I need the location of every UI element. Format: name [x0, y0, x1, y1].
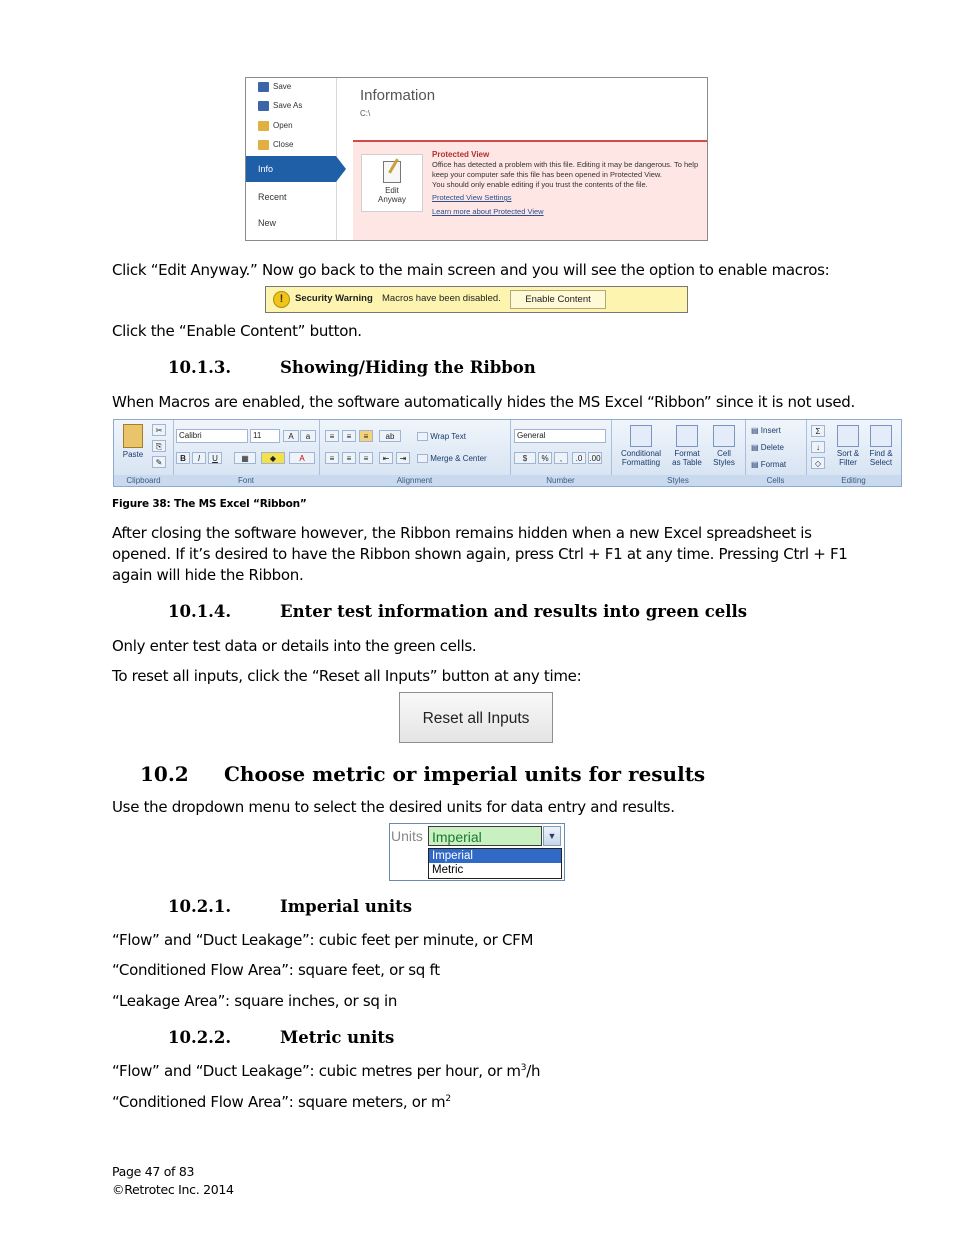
- align-center-icon[interactable]: ≡: [342, 452, 356, 464]
- menu-new[interactable]: New: [258, 218, 277, 228]
- protected-view-message-2: You should only enable editing if you trust the contents of the file.: [432, 180, 648, 189]
- align-bottom-icon[interactable]: ≡: [359, 430, 373, 442]
- orientation-icon[interactable]: ab: [379, 430, 401, 442]
- heading-number-10-2-2: 10.2.2.: [168, 1028, 232, 1047]
- underline-icon[interactable]: U: [208, 452, 222, 464]
- align-left-icon[interactable]: ≡: [325, 452, 339, 464]
- menu-info[interactable]: Info: [246, 156, 336, 182]
- group-label-number: Number: [510, 475, 611, 486]
- ribbon-group-editing: [806, 420, 901, 486]
- shrink-font-icon[interactable]: a: [300, 430, 316, 442]
- protected-view-panel: [353, 140, 707, 241]
- format-painter-icon[interactable]: ✎: [152, 456, 166, 468]
- ribbon-group-font: [173, 420, 320, 486]
- heading-number-10-2: 10.2: [140, 762, 189, 786]
- excel-ribbon: [113, 419, 902, 487]
- group-label-cells: Cells: [745, 475, 806, 486]
- folder-open-icon: [258, 121, 269, 131]
- heading-10-2: Choose metric or imperial units for results: [224, 762, 706, 786]
- enable-content-button[interactable]: Enable Content: [510, 290, 606, 309]
- ribbon-group-styles: [611, 420, 746, 486]
- comma-icon[interactable]: ,: [554, 452, 568, 464]
- menu-open[interactable]: Open: [246, 121, 336, 131]
- copy-icon[interactable]: ⎘: [152, 440, 166, 452]
- sort-filter-button[interactable]: Sort & Filter: [832, 425, 864, 467]
- align-middle-icon[interactable]: ≡: [342, 430, 356, 442]
- footer-page-number: Page 47 of 83: [112, 1164, 195, 1179]
- imperial-area: “Conditioned Flow Area”: square feet, or sq ft: [112, 961, 440, 979]
- units-option-metric[interactable]: Metric: [432, 864, 464, 876]
- decrease-decimal-icon[interactable]: .00: [589, 454, 601, 463]
- autosum-icon[interactable]: Σ: [811, 425, 825, 437]
- cell-styles-button[interactable]: Cell Styles: [707, 425, 741, 467]
- increase-decimal-icon[interactable]: .0: [572, 452, 586, 464]
- align-right-icon[interactable]: ≡: [359, 452, 373, 464]
- ribbon-group-number: [510, 420, 612, 486]
- paragraph-enable-content: Click the “Enable Content” button.: [112, 322, 362, 340]
- chevron-down-icon[interactable]: ▼: [543, 826, 561, 846]
- paragraph-ribbon-3: again will hide the Ribbon.: [112, 566, 304, 584]
- learn-more-link[interactable]: Learn more about Protected View: [432, 207, 544, 216]
- figure-caption: Figure 38: The MS Excel “Ribbon”: [112, 498, 307, 510]
- units-select[interactable]: Imperial: [428, 826, 542, 846]
- units-option-imperial[interactable]: Imperial: [429, 849, 561, 863]
- backstage-menu: [246, 78, 337, 240]
- paste-button[interactable]: Paste: [118, 424, 148, 459]
- group-label-font: Font: [173, 475, 319, 486]
- percent-icon[interactable]: %: [538, 452, 552, 464]
- metric-flow: “Flow” and “Duct Leakage”: cubic metres per hour, or $m^3/h$: [112, 1062, 541, 1080]
- group-label-alignment: Alignment: [319, 475, 510, 486]
- align-top-icon[interactable]: ≡: [325, 430, 339, 442]
- save-icon: [258, 82, 269, 92]
- heading-number-10-1-3: 10.1.3.: [168, 358, 232, 377]
- font-name-select[interactable]: Calibri: [176, 429, 248, 443]
- borders-icon[interactable]: ▦: [234, 452, 256, 464]
- group-label-editing: Editing: [806, 475, 901, 486]
- save-as-icon: [258, 101, 269, 111]
- bold-icon[interactable]: B: [176, 452, 190, 464]
- metric-area: “Conditioned Flow Area”: square meters, or $m^2$: [112, 1093, 451, 1111]
- backstage-title: Information: [360, 87, 436, 104]
- format-as-table-icon: [676, 425, 698, 447]
- imperial-leakage: “Leakage Area”: square inches, or sq in: [112, 992, 398, 1010]
- heading-10-2-1: Imperial units: [280, 897, 413, 916]
- units-dropdown-screenshot: [389, 823, 565, 881]
- paragraph-ribbon-1: After closing the software however, the Ribbon remains hidden when a new Excel spreadsheet is: [112, 524, 812, 542]
- delete-button[interactable]: ▤ Delete: [751, 443, 784, 452]
- ribbon-group-clipboard: [114, 420, 174, 486]
- paragraph-ribbon-2: opened. If it’s desired to have the Ribbon shown again, press Ctrl + F1 at any time. Pressing Ctrl + F1: [112, 545, 848, 563]
- paste-icon: [123, 424, 143, 448]
- binoculars-icon: [870, 425, 892, 447]
- folder-close-icon: [258, 140, 269, 150]
- format-as-table-button[interactable]: Format as Table: [667, 425, 707, 467]
- protected-view-message: Office has detected a problem with this file. Editing it may be dangerous. To help keep your computer safe this file has been opened in Protected View.: [432, 160, 699, 179]
- find-select-button[interactable]: Find & Select: [864, 425, 898, 467]
- conditional-formatting-icon: [630, 425, 652, 447]
- paragraph-edit-anyway: Click “Edit Anyway.” Now go back to the main screen and you will see the option to enable macros:: [112, 261, 830, 279]
- protected-view-settings-link[interactable]: Protected View Settings: [432, 193, 512, 202]
- increase-indent-icon[interactable]: ⇥: [396, 452, 410, 464]
- ribbon-group-cells: [745, 420, 807, 486]
- reset-all-inputs-button[interactable]: Reset all Inputs: [399, 692, 553, 743]
- heading-10-2-2: Metric units: [280, 1028, 395, 1047]
- edit-document-icon: [383, 161, 401, 183]
- font-color-icon[interactable]: A: [289, 452, 315, 464]
- merge-center-button[interactable]: Merge & Center: [417, 454, 509, 463]
- footer-copyright: ©Retrotec Inc. 2014: [112, 1182, 234, 1197]
- wrap-text-icon: [417, 432, 428, 441]
- merge-center-icon: [417, 454, 428, 463]
- imperial-flow: “Flow” and “Duct Leakage”: cubic feet per minute, or CFM: [112, 931, 534, 949]
- units-label: Units: [391, 828, 423, 844]
- units-options-list: [428, 848, 562, 879]
- grow-font-icon[interactable]: A: [283, 430, 299, 442]
- heading-10-1-3: Showing/Hiding the Ribbon: [280, 358, 536, 377]
- ribbon-group-alignment: [319, 420, 511, 486]
- paragraph-ribbon-hidden: When Macros are enabled, the software automatically hides the MS Excel “Ribbon” since it is not used.: [112, 393, 855, 411]
- protected-view-title: Protected View: [432, 150, 490, 159]
- group-label-clipboard: Clipboard: [114, 475, 173, 486]
- insert-button[interactable]: ▤ Insert: [751, 426, 781, 435]
- menu-recent[interactable]: Recent: [258, 192, 287, 202]
- backstage-screenshot: [245, 77, 708, 241]
- wrap-text-button[interactable]: Wrap Text: [417, 432, 497, 441]
- conditional-formatting-button[interactable]: Conditional Formatting: [615, 425, 667, 467]
- fill-color-icon[interactable]: ◆: [261, 452, 285, 464]
- clear-icon[interactable]: ◇: [811, 457, 825, 469]
- sort-filter-icon: [837, 425, 859, 447]
- paragraph-reset-inputs: To reset all inputs, click the “Reset all Inputs” button at any time:: [112, 667, 582, 685]
- menu-save[interactable]: Save: [246, 82, 336, 92]
- menu-save-as[interactable]: Save As: [246, 101, 336, 111]
- currency-icon[interactable]: $: [514, 452, 536, 464]
- security-warning-bar: [265, 286, 688, 313]
- font-size-select[interactable]: 11: [250, 429, 280, 443]
- fill-icon[interactable]: ↓: [811, 441, 825, 453]
- edit-anyway-button[interactable]: Edit Anyway: [361, 154, 423, 212]
- warning-icon: !: [273, 291, 290, 308]
- italic-icon[interactable]: I: [192, 452, 206, 464]
- heading-number-10-1-4: 10.1.4.: [168, 602, 232, 621]
- format-button[interactable]: ▤ Format: [751, 460, 787, 469]
- heading-number-10-2-1: 10.2.1.: [168, 897, 232, 916]
- cell-styles-icon: [713, 425, 735, 447]
- cut-icon[interactable]: ✂: [152, 424, 166, 436]
- security-warning-message: Macros have been disabled.: [382, 293, 501, 304]
- backstage-path: C:\: [360, 109, 371, 118]
- group-label-styles: Styles: [611, 475, 745, 486]
- security-warning-title: Security Warning: [295, 293, 373, 304]
- heading-10-1-4: Enter test information and results into green cells: [280, 602, 748, 621]
- paragraph-dropdown: Use the dropdown menu to select the desired units for data entry and results.: [112, 798, 675, 816]
- protected-view-text: [432, 150, 700, 217]
- paragraph-green-cells: Only enter test data or details into the green cells.: [112, 637, 477, 655]
- decrease-indent-icon[interactable]: ⇤: [379, 452, 393, 464]
- number-format-select[interactable]: General: [514, 429, 606, 443]
- menu-close[interactable]: Close: [246, 140, 336, 150]
